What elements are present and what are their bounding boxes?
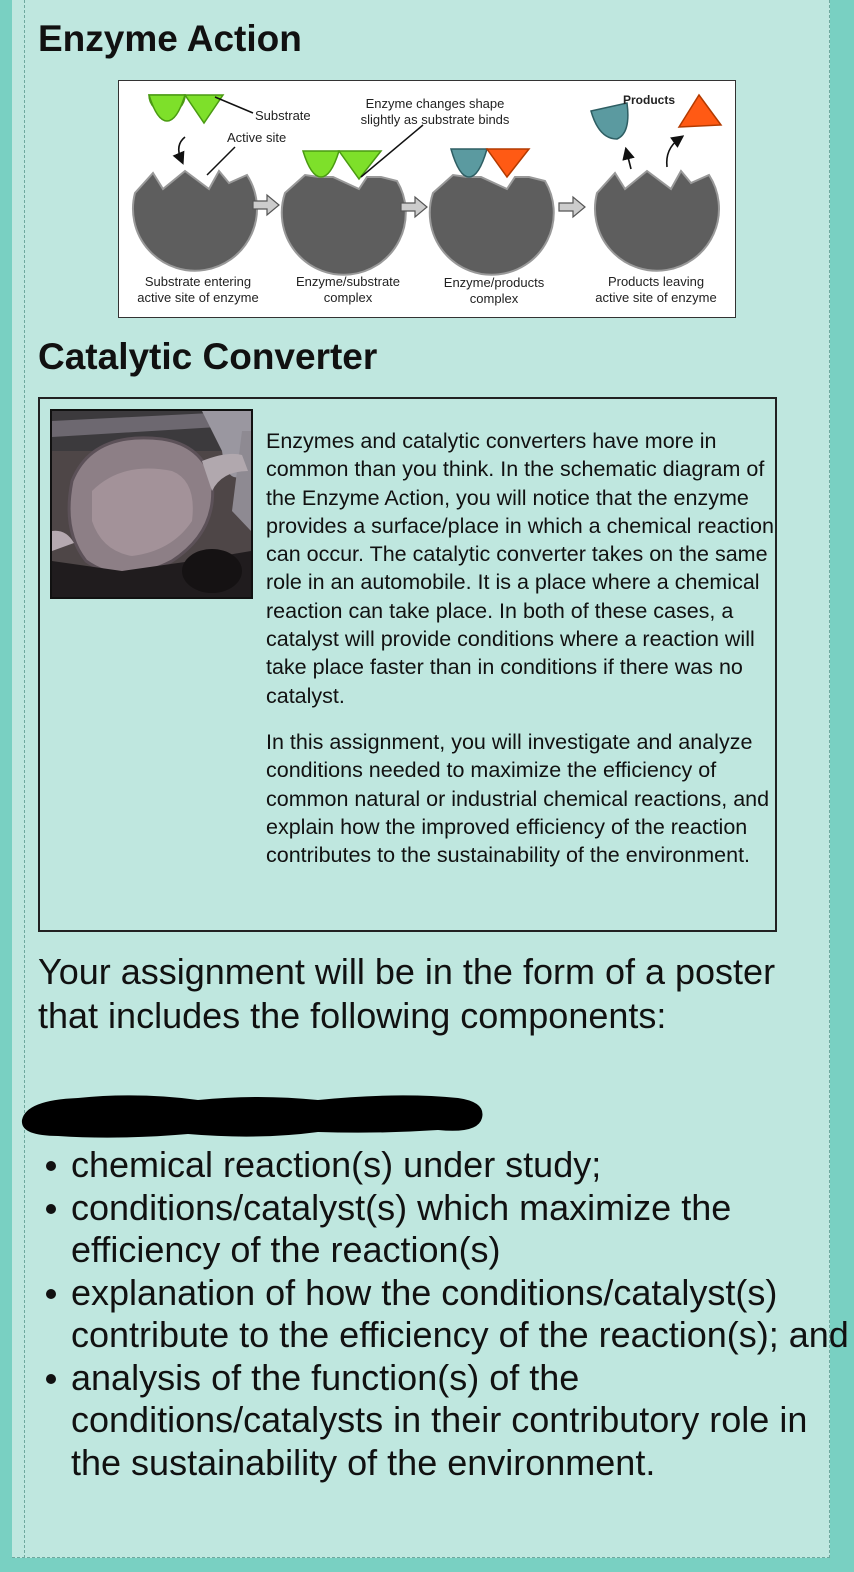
catalytic-converter-photo bbox=[50, 409, 253, 599]
page-divider bbox=[24, 0, 26, 1558]
box-text bbox=[266, 427, 776, 887]
list-item: explanation of how the conditions/catalyst(s) contribute to the efficiency of the reaction(s); and bbox=[71, 1272, 854, 1357]
product-orange-4 bbox=[679, 95, 721, 127]
heading-catalytic-converter: Catalytic Converter bbox=[38, 336, 378, 377]
enzyme-1 bbox=[133, 171, 257, 271]
paragraph-enzymes-converters: Enzymes and catalytic converters have more in common than you think. In the schematic diagram of the Enzyme Action, you will notice that the enzyme provides a surface/place in which a chemical reaction can occur. The catalytic converter takes on the same role in an automobile. It is a place where a chemical reaction can take place. In both of these cases, a catalyst will provide conditions where a reaction will take place faster than in conditions if there was no catalyst. bbox=[266, 429, 774, 708]
substrate-triangle-1 bbox=[185, 95, 223, 123]
label-enzyme-changes: Enzyme changes shape slightly as substrate binds bbox=[360, 96, 510, 127]
enzyme-action-diagram bbox=[118, 80, 736, 318]
list-item: conditions/catalyst(s) which maximize the efficiency of the reaction(s) bbox=[71, 1187, 854, 1272]
product-teal-4 bbox=[591, 103, 628, 139]
label-active-site: Active site bbox=[227, 130, 287, 145]
enzyme-3 bbox=[430, 175, 554, 275]
catalytic-converter-image bbox=[52, 411, 251, 597]
heading-enzyme-action: Enzyme Action bbox=[38, 18, 302, 59]
label-stage3: Enzyme/products complex bbox=[443, 275, 545, 306]
label-stage1: Substrate entering active site of enzyme bbox=[137, 274, 259, 305]
list-item: analysis of the function(s) of the conditions/catalysts in their contributory role in the sustainability of the environment. bbox=[71, 1357, 854, 1485]
product-teal-3 bbox=[451, 149, 487, 177]
catalytic-converter-box bbox=[38, 397, 777, 932]
paragraph-assignment: In this assignment, you will investigate and analyze conditions needed to maximize the efficiency of common natural or industrial chemical reactions, and explain how the improved efficiency of the reaction contributes to the sustainability of the environment. bbox=[266, 729, 770, 868]
substrate-shape-1b bbox=[149, 95, 185, 121]
enzyme-2 bbox=[282, 175, 406, 275]
product-orange-3 bbox=[487, 149, 529, 177]
list-item: chemical reaction(s) under study; bbox=[71, 1144, 854, 1187]
label-substrate: Substrate bbox=[255, 108, 311, 123]
assignment-intro: Your assignment will be in the form of a poster that includes the following components: bbox=[38, 951, 776, 1036]
label-stage2: Enzyme/substrate complex bbox=[295, 274, 401, 305]
label-stage4: Products leaving active site of enzyme bbox=[595, 274, 717, 305]
redaction-mark bbox=[18, 1090, 484, 1142]
label-products: Products bbox=[623, 93, 676, 107]
enzyme-4 bbox=[595, 171, 719, 271]
components-list bbox=[38, 1144, 854, 1484]
substrate-2 bbox=[303, 151, 339, 177]
